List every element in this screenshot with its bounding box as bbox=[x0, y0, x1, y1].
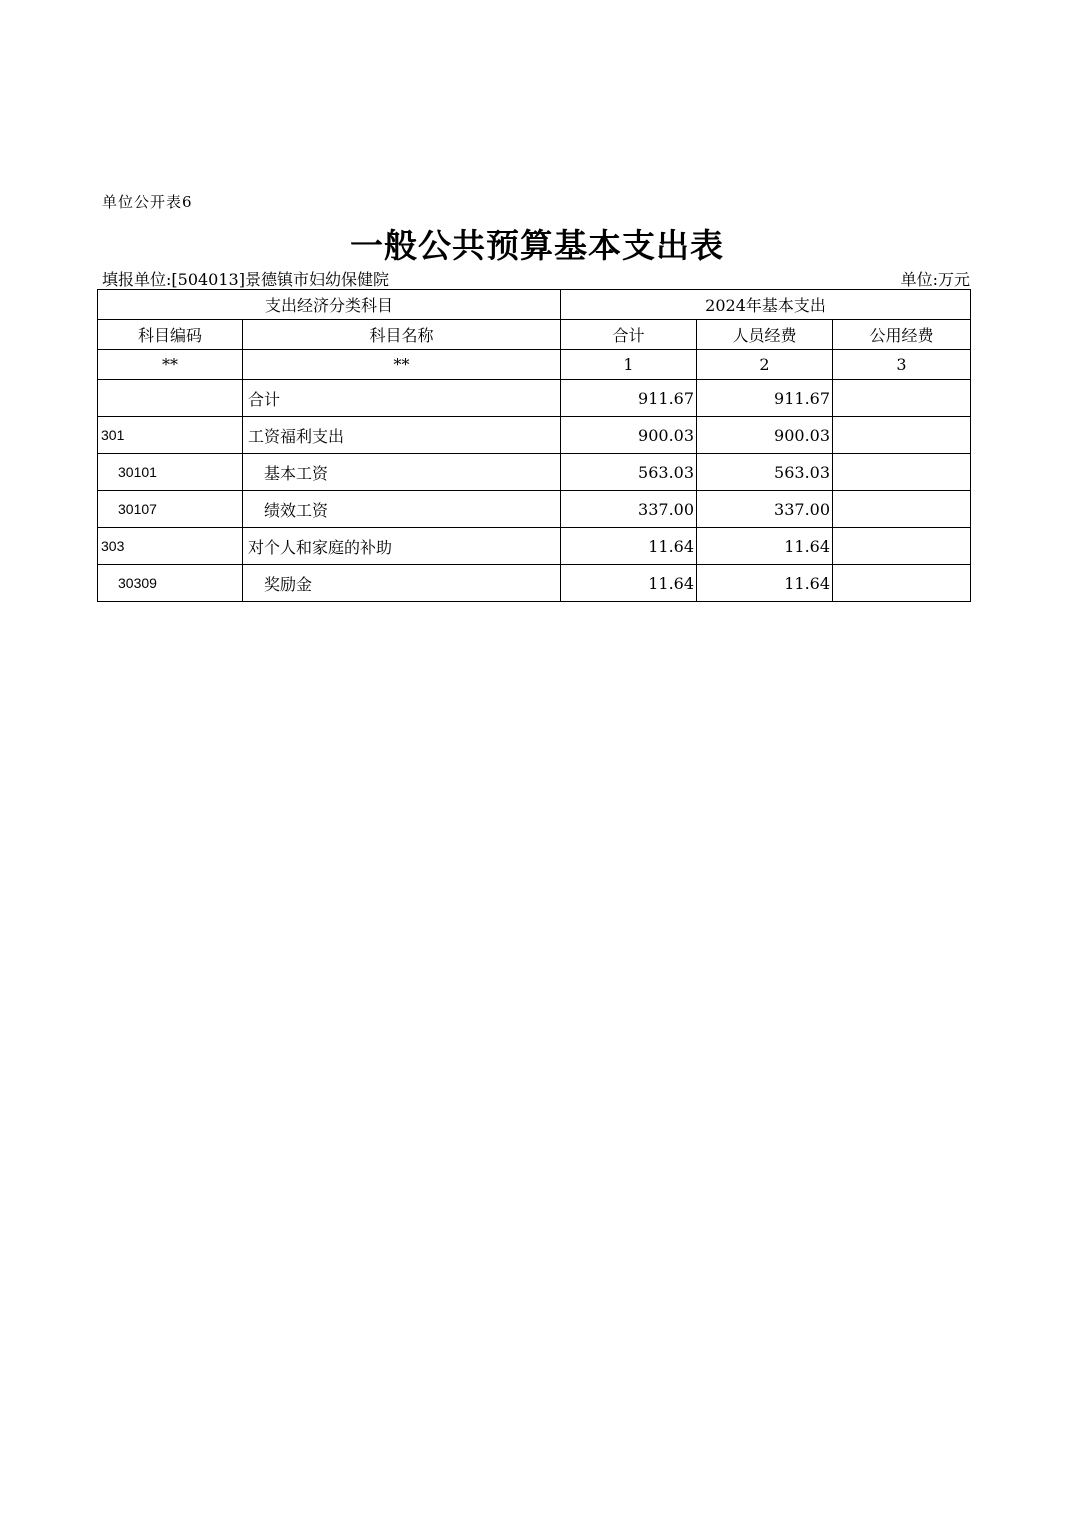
column-header-total: 合计 bbox=[561, 320, 697, 350]
row-public bbox=[833, 491, 971, 528]
table-row bbox=[98, 417, 971, 454]
row-personnel: 911.67 bbox=[697, 380, 833, 417]
budget-table bbox=[97, 289, 971, 602]
row-code bbox=[98, 380, 243, 417]
group-header-category: 支出经济分类科目 bbox=[98, 290, 561, 320]
row-code: 303 bbox=[98, 528, 243, 565]
row-code: 30107 bbox=[98, 491, 243, 528]
column-header-personnel: 人员经费 bbox=[697, 320, 833, 350]
row-personnel: 563.03 bbox=[697, 454, 833, 491]
row-total: 337.00 bbox=[561, 491, 697, 528]
row-personnel: 11.64 bbox=[697, 528, 833, 565]
row-public bbox=[833, 380, 971, 417]
table-row bbox=[98, 565, 971, 602]
row-public bbox=[833, 417, 971, 454]
column-header-public: 公用经费 bbox=[833, 320, 971, 350]
row-public bbox=[833, 528, 971, 565]
row-personnel: 900.03 bbox=[697, 417, 833, 454]
table-row bbox=[98, 491, 971, 528]
row-code: 30309 bbox=[98, 565, 243, 602]
currency-unit: 单位:万元 bbox=[900, 270, 970, 289]
row-total: 911.67 bbox=[561, 380, 697, 417]
row-public bbox=[833, 565, 971, 602]
column-header-name: 科目名称 bbox=[243, 320, 561, 350]
index-total: 1 bbox=[561, 350, 697, 380]
table-row bbox=[98, 380, 971, 417]
page-title: 一般公共预算基本支出表 bbox=[350, 226, 724, 265]
row-personnel: 11.64 bbox=[697, 565, 833, 602]
index-name: ** bbox=[243, 350, 561, 380]
index-public: 3 bbox=[833, 350, 971, 380]
row-name: 对个人和家庭的补助 bbox=[243, 528, 561, 565]
row-total: 563.03 bbox=[561, 454, 697, 491]
table-row bbox=[98, 454, 971, 491]
form-label: 单位公开表6 bbox=[102, 193, 193, 211]
row-total: 11.64 bbox=[561, 528, 697, 565]
row-name: 工资福利支出 bbox=[243, 417, 561, 454]
group-header-basic-expenditure: 2024年基本支出 bbox=[561, 290, 971, 320]
column-header-code: 科目编码 bbox=[98, 320, 243, 350]
group-header-row bbox=[98, 290, 971, 320]
index-row bbox=[98, 350, 971, 380]
column-header-row bbox=[98, 320, 971, 350]
row-code: 301 bbox=[98, 417, 243, 454]
row-total: 900.03 bbox=[561, 417, 697, 454]
row-name: 绩效工资 bbox=[243, 491, 561, 528]
row-name: 奖励金 bbox=[243, 565, 561, 602]
row-personnel: 337.00 bbox=[697, 491, 833, 528]
row-name: 合计 bbox=[243, 380, 561, 417]
row-name: 基本工资 bbox=[243, 454, 561, 491]
index-personnel: 2 bbox=[697, 350, 833, 380]
row-total: 11.64 bbox=[561, 565, 697, 602]
index-code: ** bbox=[98, 350, 243, 380]
row-code: 30101 bbox=[98, 454, 243, 491]
table-row bbox=[98, 528, 971, 565]
row-public bbox=[833, 454, 971, 491]
filing-unit: 填报单位:[504013]景德镇市妇幼保健院 bbox=[102, 270, 389, 289]
